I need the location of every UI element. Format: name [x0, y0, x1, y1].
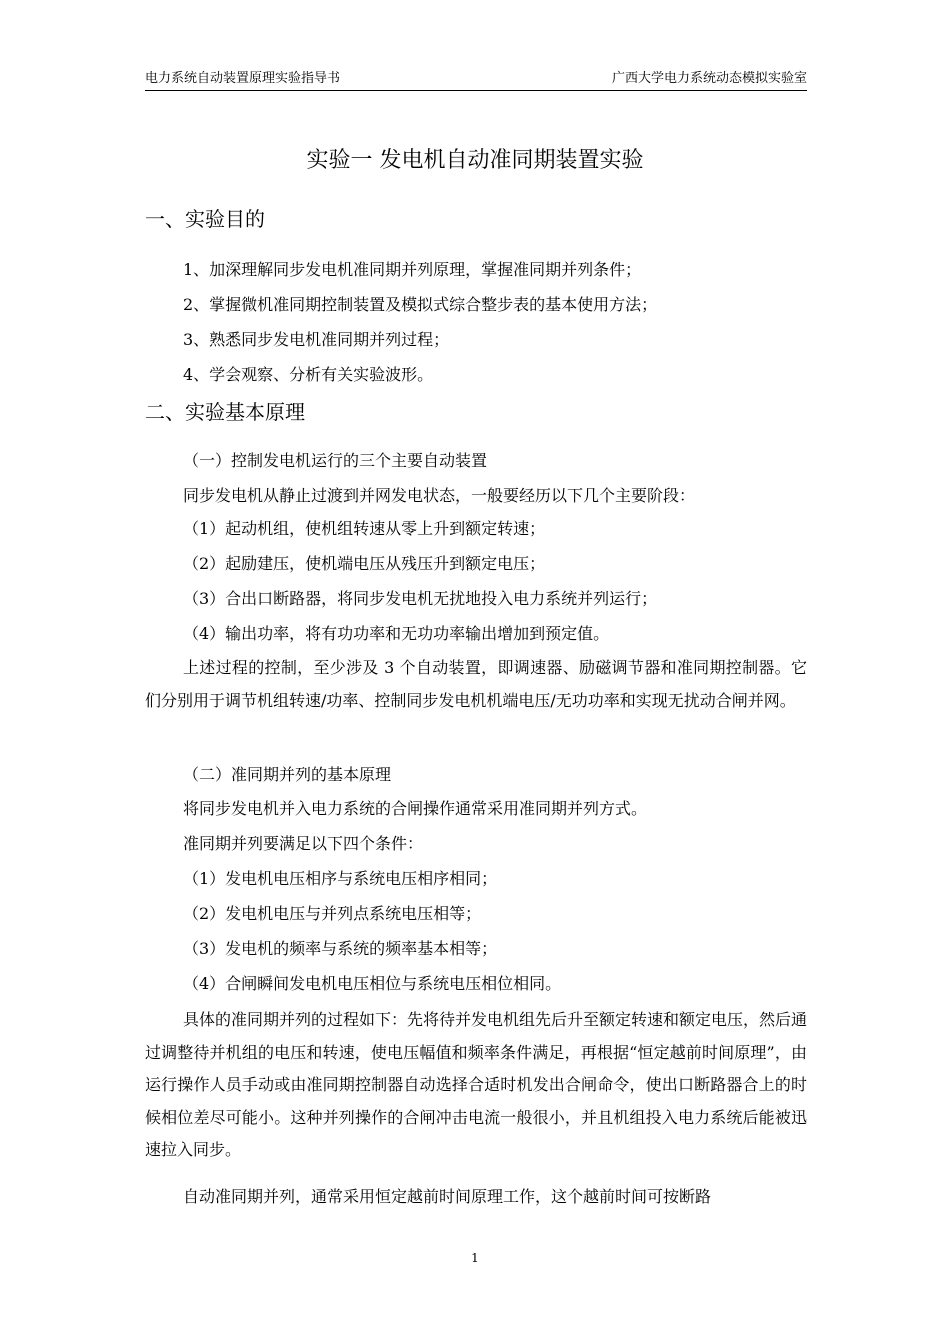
page-title: 实验一 发电机自动准同期装置实验 — [306, 148, 644, 173]
paragraph-control-devices: 上述过程的控制，至少涉及 3 个自动装置，即调速器、励磁调节器和准同期控制器。它们分别用于调节机组转速/功率、控制同步发电机机端电压/无功功率和实现无扰动合闸并网。 — [145, 658, 807, 710]
purpose-item-1: 1、加深理解同步发电机准同期并列原理，掌握准同期并列条件； — [183, 260, 642, 279]
condition-item-3: （3）发电机的频率与系统的频率基本相等； — [183, 939, 498, 958]
paragraph-sync-process: 具体的准同期并列的过程如下：先将待并发电机组先后升至额定转速和额定电压，然后通过调整待并机组的电压和转速，使电压幅值和频率条件满足，再根据“恒定越前时间原理”，由运行操作人员手动或由准同期控制器自动选择合适时机发出合闸命令，使出口断路器合上的时候相位差尽可能小。这种并列操作的合闸冲击电流一般很小，并且机组投入电力系统后能被迅速拉入同步。 — [145, 1010, 808, 1159]
header-right-text: 广西大学电力系统动态模拟实验室 — [611, 71, 807, 86]
condition-item-1: （1）发电机电压相序与系统电压相序相同； — [183, 869, 498, 888]
stage-item-1: （1）起动机组，使机组转速从零上升到额定转速； — [183, 519, 546, 538]
sync-method-line: 将同步发电机并入电力系统的合闸操作通常采用准同期并列方式。 — [183, 799, 648, 818]
condition-item-2: （2）发电机电压与并列点系统电压相等； — [183, 904, 482, 923]
section-heading-principle: 二、实验基本原理 — [145, 400, 305, 424]
principle-intro-line: 同步发电机从静止过渡到并网发电状态，一般要经历以下几个主要阶段： — [183, 486, 696, 505]
section-heading-purpose: 一、实验目的 — [145, 207, 265, 231]
sync-conditions-intro: 准同期并列要满足以下四个条件： — [183, 834, 424, 853]
subsection-heading-2: （二）准同期并列的基本原理 — [183, 765, 392, 784]
page-header — [145, 70, 807, 91]
page-number: 1 — [471, 1251, 479, 1265]
purpose-item-4: 4、学会观察、分析有关实验波形。 — [183, 365, 434, 384]
purpose-item-3: 3、熟悉同步发电机准同期并列过程； — [183, 330, 450, 349]
condition-item-4: （4）合闸瞬间发电机电压相位与系统电压相位相同。 — [183, 974, 562, 993]
purpose-item-2: 2、掌握微机准同期控制装置及模拟式综合整步表的基本使用方法； — [183, 295, 658, 314]
subsection-heading-1: （一）控制发电机运行的三个主要自动装置 — [183, 451, 488, 470]
stage-item-4: （4）输出功率，将有功功率和无功功率输出增加到预定值。 — [183, 624, 610, 643]
paragraph-auto-sync: 自动准同期并列，通常采用恒定越前时间原理工作，这个越前时间可按断路 — [183, 1187, 712, 1206]
stage-item-2: （2）起励建压，使机端电压从残压升到额定电压； — [183, 554, 546, 573]
stage-item-3: （3）合出口断路器，将同步发电机无扰地投入电力系统并列运行； — [183, 589, 658, 608]
header-left-text: 电力系统自动装置原理实验指导书 — [145, 71, 341, 86]
